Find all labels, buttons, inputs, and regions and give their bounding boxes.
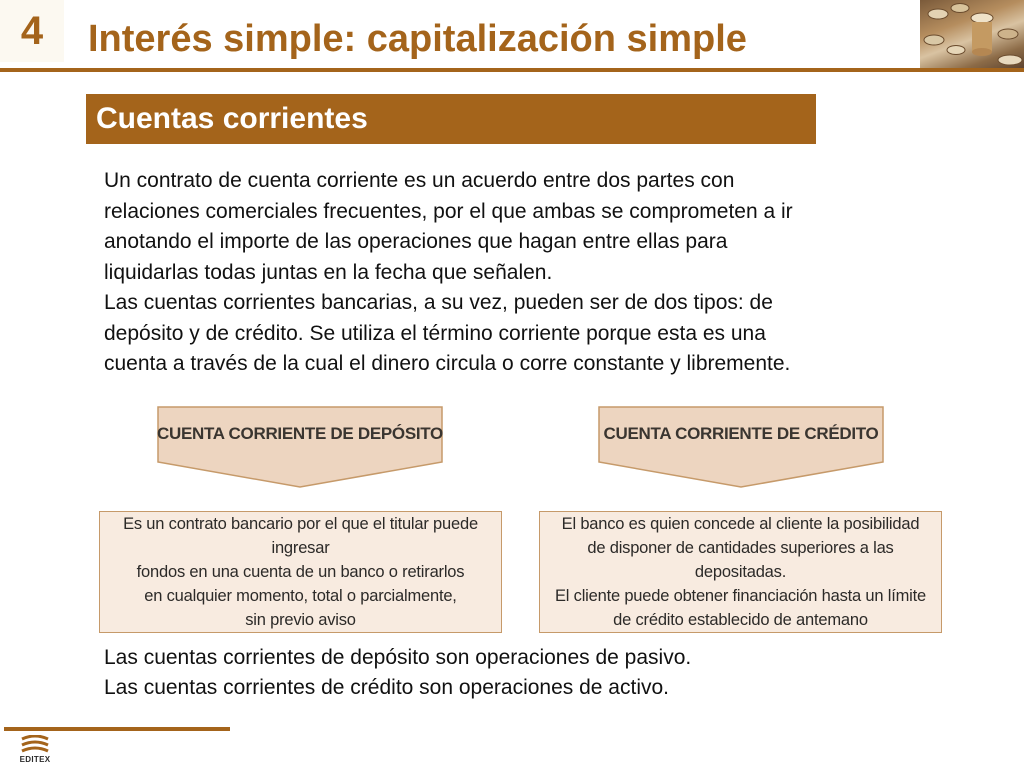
intro-line: relaciones comerciales frecuentes, por el que ambas se comprometen a ir: [104, 199, 793, 223]
definition-line: fondos en una cuenta de un banco o retirarlos: [136, 563, 465, 581]
credit-account-definition: [539, 511, 942, 633]
definition-line: El cliente puede obtener financiación hasta un límite: [555, 587, 926, 605]
editex-logo-icon: [14, 735, 56, 755]
slide-title: Interés simple: capitalización simple: [88, 18, 747, 60]
definition-line: de disponer de cantidades superiores a las depositadas.: [587, 539, 894, 581]
section-heading: Cuentas corrientes: [86, 94, 816, 144]
editex-logo: [10, 735, 60, 765]
definition-line: de crédito establecido de antemano: [613, 611, 868, 629]
chapter-number: 4: [0, 0, 64, 62]
intro-paragraph: [104, 166, 964, 380]
deposit-account-arrow: [157, 406, 443, 488]
deposit-account-definition: [99, 511, 502, 633]
intro-line: depósito y de crédito. Se utiliza el término corriente porque esta es una: [104, 321, 766, 345]
intro-line: Las cuentas corrientes bancarias, a su vez, pueden ser de dos tipos: de: [104, 291, 773, 314]
footer-divider: [4, 727, 230, 731]
coins-icon: [920, 0, 1024, 68]
conclusion-line: Las cuentas corrientes de depósito son operaciones de pasivo.: [104, 646, 692, 669]
credit-account-label: CUENTA CORRIENTE DE CRÉDITO: [603, 424, 879, 443]
conclusion-text: [104, 643, 964, 703]
editex-logo-text: EDITEX: [19, 755, 51, 764]
intro-line: liquidarlas todas juntas en la fecha que señalen.: [104, 260, 553, 284]
definition-line: El banco es quien concede al cliente la posibilidad: [561, 515, 920, 533]
coins-photo: [920, 0, 1024, 68]
deposit-account-label: CUENTA CORRIENTE DE DEPÓSITO: [157, 424, 443, 443]
intro-line: cuenta a través de la cual el dinero circula o corre constante y libremente.: [104, 352, 791, 375]
credit-account-arrow: [598, 406, 884, 488]
definition-line: en cualquier momento, total o parcialmente,: [144, 587, 457, 605]
intro-line: anotando el importe de las operaciones que hagan entre ellas para: [104, 230, 728, 253]
conclusion-line: Las cuentas corrientes de crédito son operaciones de activo.: [104, 676, 670, 699]
title-divider: [0, 68, 1024, 72]
definition-line: sin previo aviso: [245, 611, 356, 629]
definition-line: Es un contrato bancario por el que el titular puede ingresar: [123, 515, 478, 557]
intro-line: Un contrato de cuenta corriente es un acuerdo entre dos partes con: [104, 169, 735, 192]
